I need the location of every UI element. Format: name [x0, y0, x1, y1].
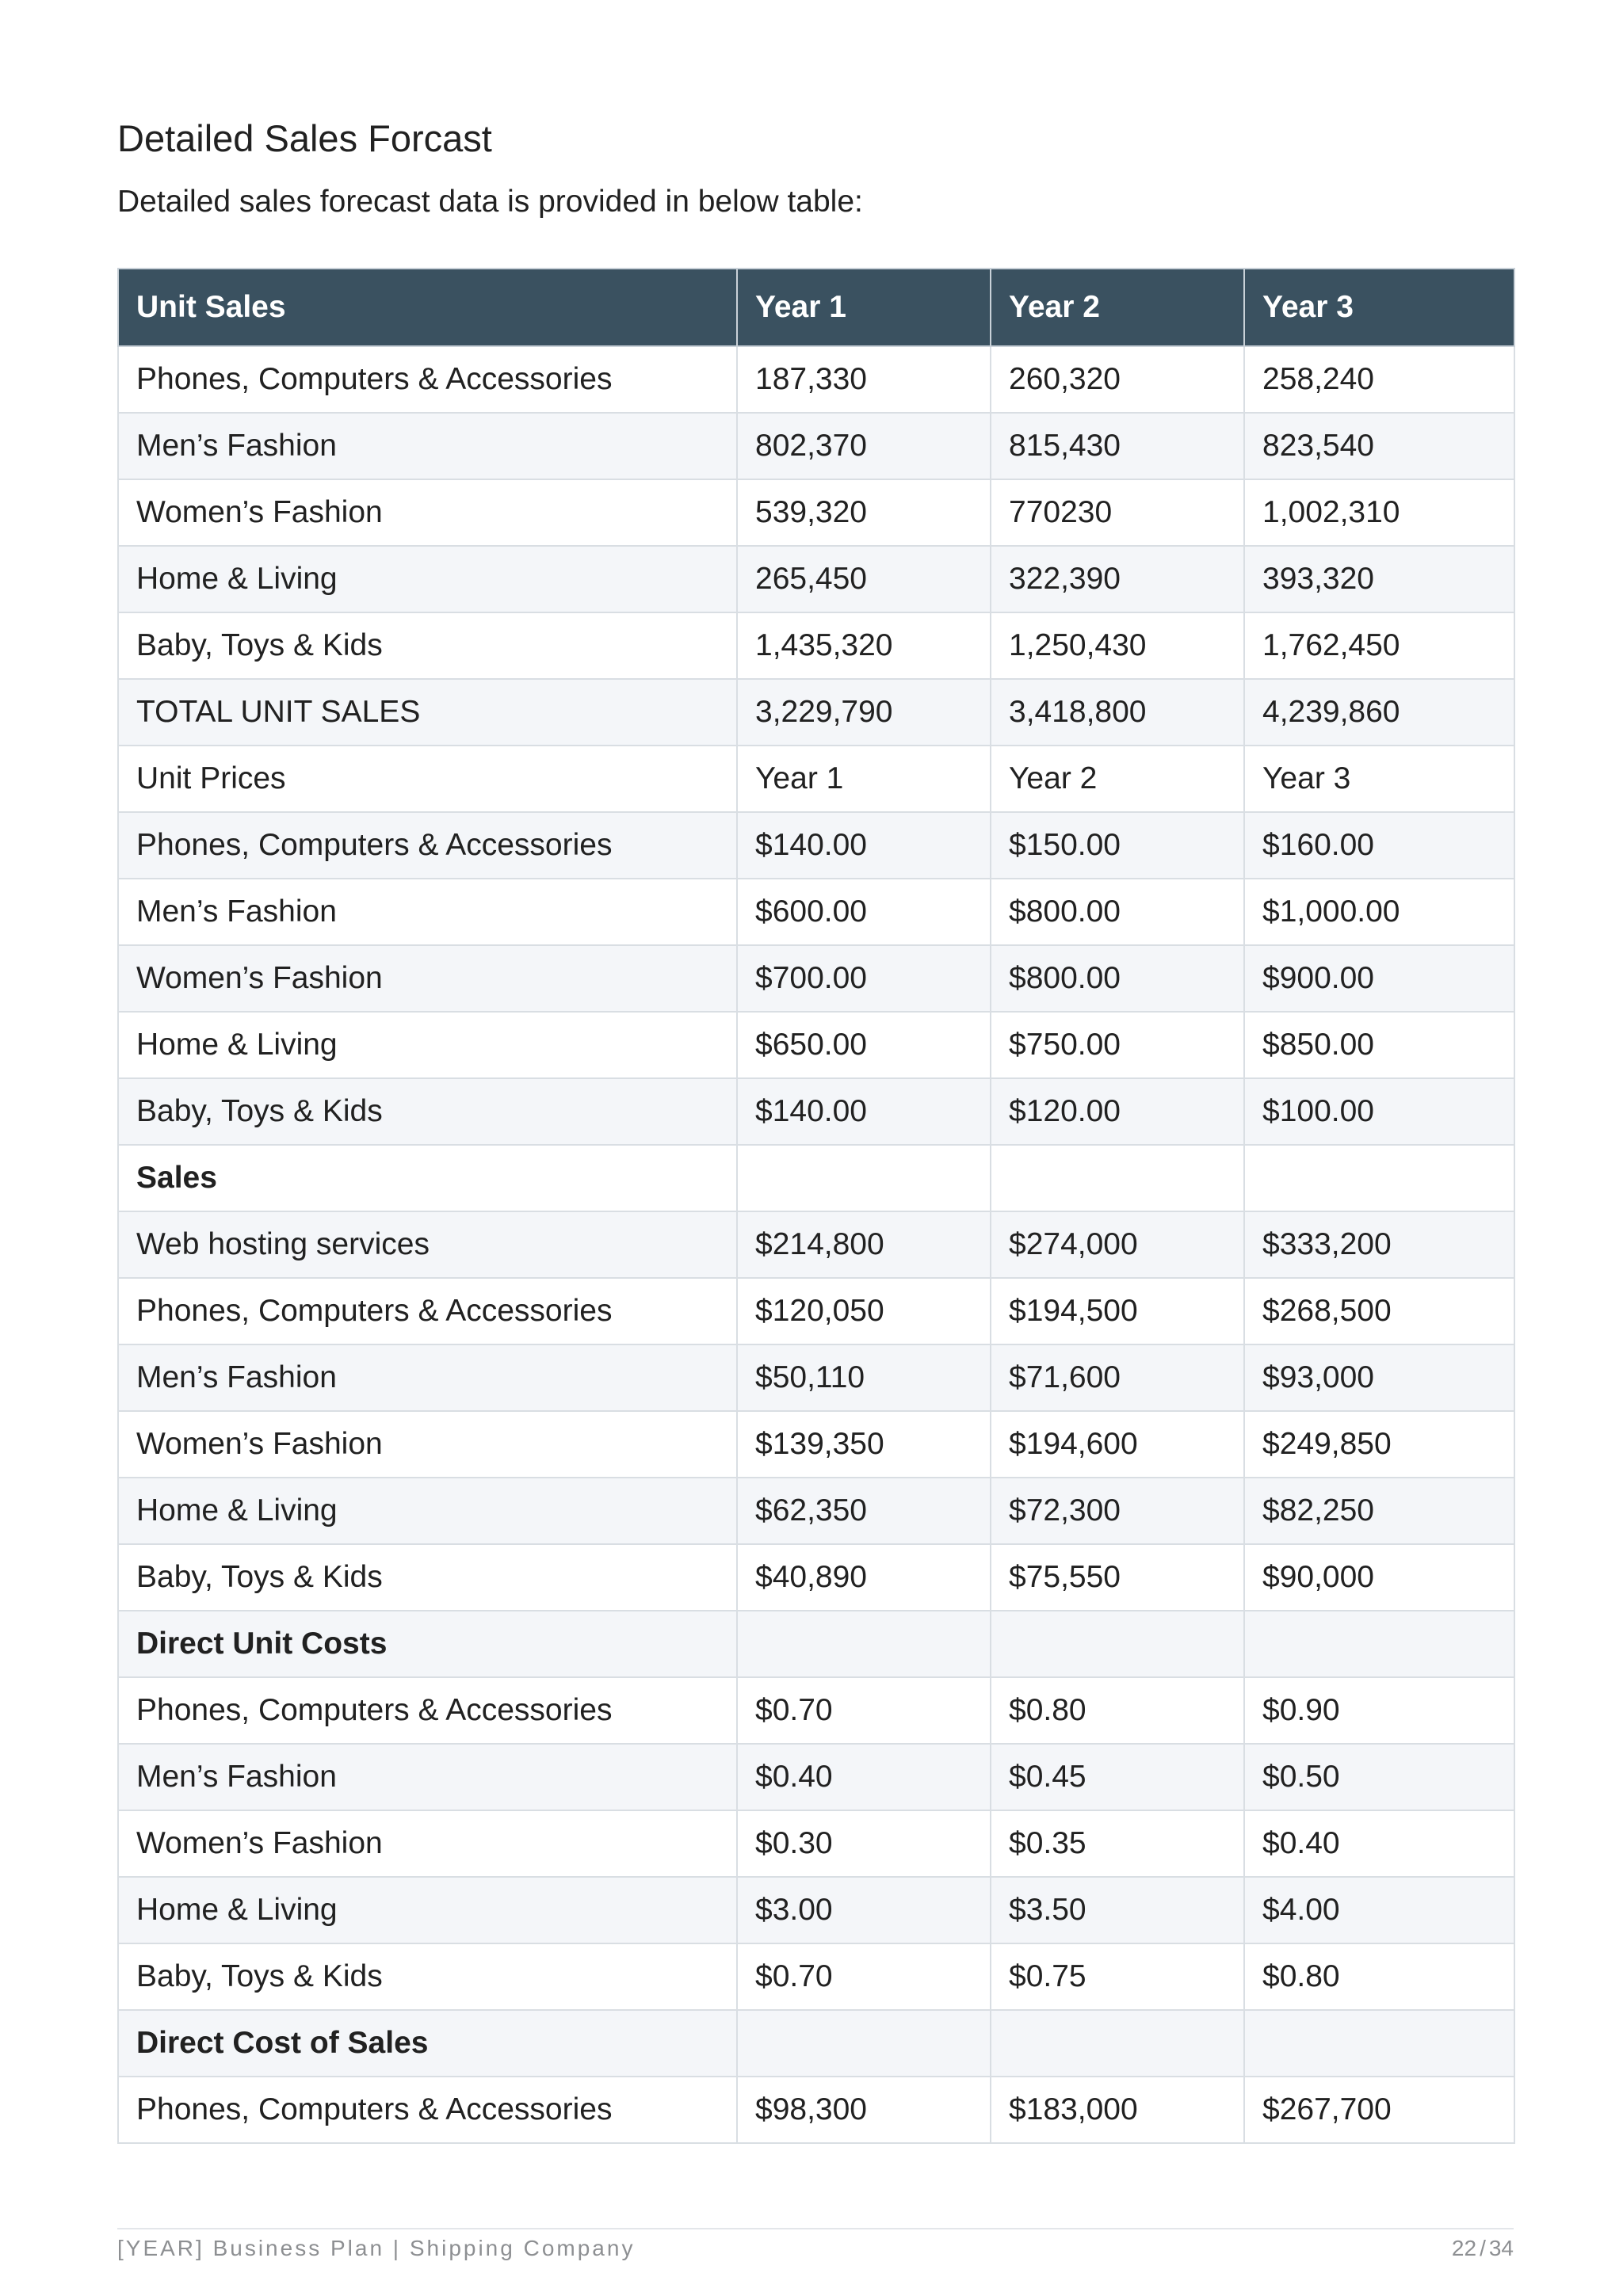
table-row: [118, 1211, 1514, 1278]
cell-year-1: $98,300: [737, 2077, 991, 2143]
cell-year-1: $120,050: [737, 1278, 991, 1344]
cell-year-1: $40,890: [737, 1544, 991, 1611]
header-year-2: Year 2: [991, 269, 1244, 346]
page-title: Detailed Sales Forcast: [117, 117, 492, 159]
sales-forecast-table: [117, 268, 1515, 2144]
cell-year-2: $750.00: [991, 1012, 1244, 1078]
cell-label: Home & Living: [118, 1877, 737, 1943]
cell-year-2: 770230: [991, 479, 1244, 546]
cell-label: Unit Prices: [118, 746, 737, 812]
cell-year-2: $194,500: [991, 1278, 1244, 1344]
intro-text: Detailed sales forecast data is provided in below table:: [117, 185, 863, 219]
cell-year-3: 1,002,310: [1244, 479, 1514, 546]
table-row: [118, 1411, 1514, 1478]
cell-year-3: $267,700: [1244, 2077, 1514, 2143]
cell-label: Home & Living: [118, 1012, 737, 1078]
table-row: [118, 1544, 1514, 1611]
cell-year-3: $160.00: [1244, 812, 1514, 879]
cell-year-3: $900.00: [1244, 945, 1514, 1012]
cell-label: Phones, Computers & Accessories: [118, 2077, 737, 2143]
cell-year-2: [991, 1611, 1244, 1677]
table-row: [118, 1278, 1514, 1344]
cell-label: Women’s Fashion: [118, 1411, 737, 1478]
cell-year-2: $71,600: [991, 1344, 1244, 1411]
cell-label: Web hosting services: [118, 1211, 737, 1278]
cell-year-1: $0.40: [737, 1744, 991, 1810]
table-row: [118, 812, 1514, 879]
table-row: [118, 879, 1514, 945]
cell-year-1: $0.70: [737, 1943, 991, 2010]
cell-year-3: $1,000.00: [1244, 879, 1514, 945]
cell-label: Men’s Fashion: [118, 879, 737, 945]
cell-year-1: 187,330: [737, 346, 991, 413]
cell-year-3: [1244, 1145, 1514, 1211]
table-row: [118, 479, 1514, 546]
table-row: [118, 1943, 1514, 2010]
cell-label: Baby, Toys & Kids: [118, 1078, 737, 1145]
cell-year-3: Year 3: [1244, 746, 1514, 812]
cell-year-1: $0.70: [737, 1677, 991, 1744]
header-unit-sales: Unit Sales: [118, 269, 737, 346]
cell-year-1: [737, 1145, 991, 1211]
cell-year-3: 393,320: [1244, 546, 1514, 612]
cell-year-2: Year 2: [991, 746, 1244, 812]
table-row: [118, 1877, 1514, 1943]
cell-year-1: 802,370: [737, 413, 991, 479]
table-row: [118, 413, 1514, 479]
cell-year-2: $0.45: [991, 1744, 1244, 1810]
cell-year-3: [1244, 2010, 1514, 2077]
cell-year-2: [991, 1145, 1244, 1211]
table-row: [118, 746, 1514, 812]
cell-label: Phones, Computers & Accessories: [118, 1278, 737, 1344]
table-row: [118, 1744, 1514, 1810]
cell-label: Home & Living: [118, 1478, 737, 1544]
table-row: [118, 679, 1514, 746]
cell-label: Women’s Fashion: [118, 479, 737, 546]
cell-year-1: 1,435,320: [737, 612, 991, 679]
cell-year-3: $93,000: [1244, 1344, 1514, 1411]
cell-label: Baby, Toys & Kids: [118, 1544, 737, 1611]
cell-year-1: $700.00: [737, 945, 991, 1012]
cell-label: Men’s Fashion: [118, 1344, 737, 1411]
cell-year-1: [737, 1611, 991, 1677]
cell-year-3: [1244, 1611, 1514, 1677]
cell-year-2: 322,390: [991, 546, 1244, 612]
table-row: [118, 1810, 1514, 1877]
cell-year-3: 1,762,450: [1244, 612, 1514, 679]
table-section-row: [118, 1611, 1514, 1677]
cell-label: Direct Unit Costs: [118, 1611, 737, 1677]
table-row: [118, 1012, 1514, 1078]
table-body: [118, 346, 1514, 2143]
cell-label: Men’s Fashion: [118, 1744, 737, 1810]
cell-year-3: $4.00: [1244, 1877, 1514, 1943]
cell-year-2: 3,418,800: [991, 679, 1244, 746]
cell-label: Phones, Computers & Accessories: [118, 812, 737, 879]
table-row: [118, 612, 1514, 679]
cell-label: Home & Living: [118, 546, 737, 612]
cell-year-1: 265,450: [737, 546, 991, 612]
footer-page-number: [1452, 2236, 1514, 2261]
cell-label: Women’s Fashion: [118, 1810, 737, 1877]
cell-year-1: $214,800: [737, 1211, 991, 1278]
cell-year-1: 539,320: [737, 479, 991, 546]
page-total: 34: [1488, 2236, 1514, 2260]
cell-label: TOTAL UNIT SALES: [118, 679, 737, 746]
cell-year-2: $120.00: [991, 1078, 1244, 1145]
cell-year-2: $194,600: [991, 1411, 1244, 1478]
page-separator: /: [1480, 2236, 1486, 2260]
cell-year-2: $800.00: [991, 945, 1244, 1012]
cell-year-3: $0.80: [1244, 1943, 1514, 2010]
cell-year-2: $75,550: [991, 1544, 1244, 1611]
cell-year-1: $3.00: [737, 1877, 991, 1943]
cell-year-2: $183,000: [991, 2077, 1244, 2143]
cell-year-2: $3.50: [991, 1877, 1244, 1943]
cell-year-3: $850.00: [1244, 1012, 1514, 1078]
header-year-1: Year 1: [737, 269, 991, 346]
footer-document-title: [YEAR] Business Plan | Shipping Company: [117, 2236, 636, 2260]
cell-year-3: $0.50: [1244, 1744, 1514, 1810]
cell-label: Men’s Fashion: [118, 413, 737, 479]
cell-year-1: $140.00: [737, 812, 991, 879]
table-row: [118, 1078, 1514, 1145]
cell-label: Baby, Toys & Kids: [118, 612, 737, 679]
cell-label: Women’s Fashion: [118, 945, 737, 1012]
cell-year-2: $0.35: [991, 1810, 1244, 1877]
cell-year-3: $0.90: [1244, 1677, 1514, 1744]
table-row: [118, 1677, 1514, 1744]
page-current: 22: [1451, 2236, 1477, 2260]
cell-year-2: 260,320: [991, 346, 1244, 413]
cell-year-3: $100.00: [1244, 1078, 1514, 1145]
cell-year-2: [991, 2010, 1244, 2077]
cell-year-2: $274,000: [991, 1211, 1244, 1278]
table-row: [118, 546, 1514, 612]
cell-year-3: $82,250: [1244, 1478, 1514, 1544]
cell-year-2: $0.75: [991, 1943, 1244, 2010]
cell-label: Phones, Computers & Accessories: [118, 1677, 737, 1744]
cell-year-3: $268,500: [1244, 1278, 1514, 1344]
cell-year-3: $90,000: [1244, 1544, 1514, 1611]
cell-year-2: $0.80: [991, 1677, 1244, 1744]
cell-year-3: 823,540: [1244, 413, 1514, 479]
cell-year-3: $333,200: [1244, 1211, 1514, 1278]
cell-year-1: $140.00: [737, 1078, 991, 1145]
cell-year-1: 3,229,790: [737, 679, 991, 746]
cell-year-2: $800.00: [991, 879, 1244, 945]
cell-year-1: Year 1: [737, 746, 991, 812]
cell-label: Direct Cost of Sales: [118, 2010, 737, 2077]
table-header: [118, 269, 1514, 346]
cell-year-2: 1,250,430: [991, 612, 1244, 679]
cell-year-2: $72,300: [991, 1478, 1244, 1544]
cell-year-1: [737, 2010, 991, 2077]
cell-label: Baby, Toys & Kids: [118, 1943, 737, 2010]
cell-year-1: $139,350: [737, 1411, 991, 1478]
cell-year-1: $0.30: [737, 1810, 991, 1877]
table-section-row: [118, 2010, 1514, 2077]
cell-year-2: $150.00: [991, 812, 1244, 879]
table-header-row: [118, 269, 1514, 346]
cell-year-2: 815,430: [991, 413, 1244, 479]
footer-divider: [117, 2228, 1514, 2229]
table-row: [118, 346, 1514, 413]
cell-year-3: $0.40: [1244, 1810, 1514, 1877]
cell-year-3: 258,240: [1244, 346, 1514, 413]
table-row: [118, 945, 1514, 1012]
cell-year-3: 4,239,860: [1244, 679, 1514, 746]
cell-year-1: $600.00: [737, 879, 991, 945]
cell-year-1: $650.00: [737, 1012, 991, 1078]
cell-year-1: $50,110: [737, 1344, 991, 1411]
table-row: [118, 1344, 1514, 1411]
table-row: [118, 1478, 1514, 1544]
table-row: [118, 2077, 1514, 2143]
header-year-3: Year 3: [1244, 269, 1514, 346]
table-section-row: [118, 1145, 1514, 1211]
cell-year-1: $62,350: [737, 1478, 991, 1544]
cell-label: Sales: [118, 1145, 737, 1211]
cell-label: Phones, Computers & Accessories: [118, 346, 737, 413]
cell-year-3: $249,850: [1244, 1411, 1514, 1478]
